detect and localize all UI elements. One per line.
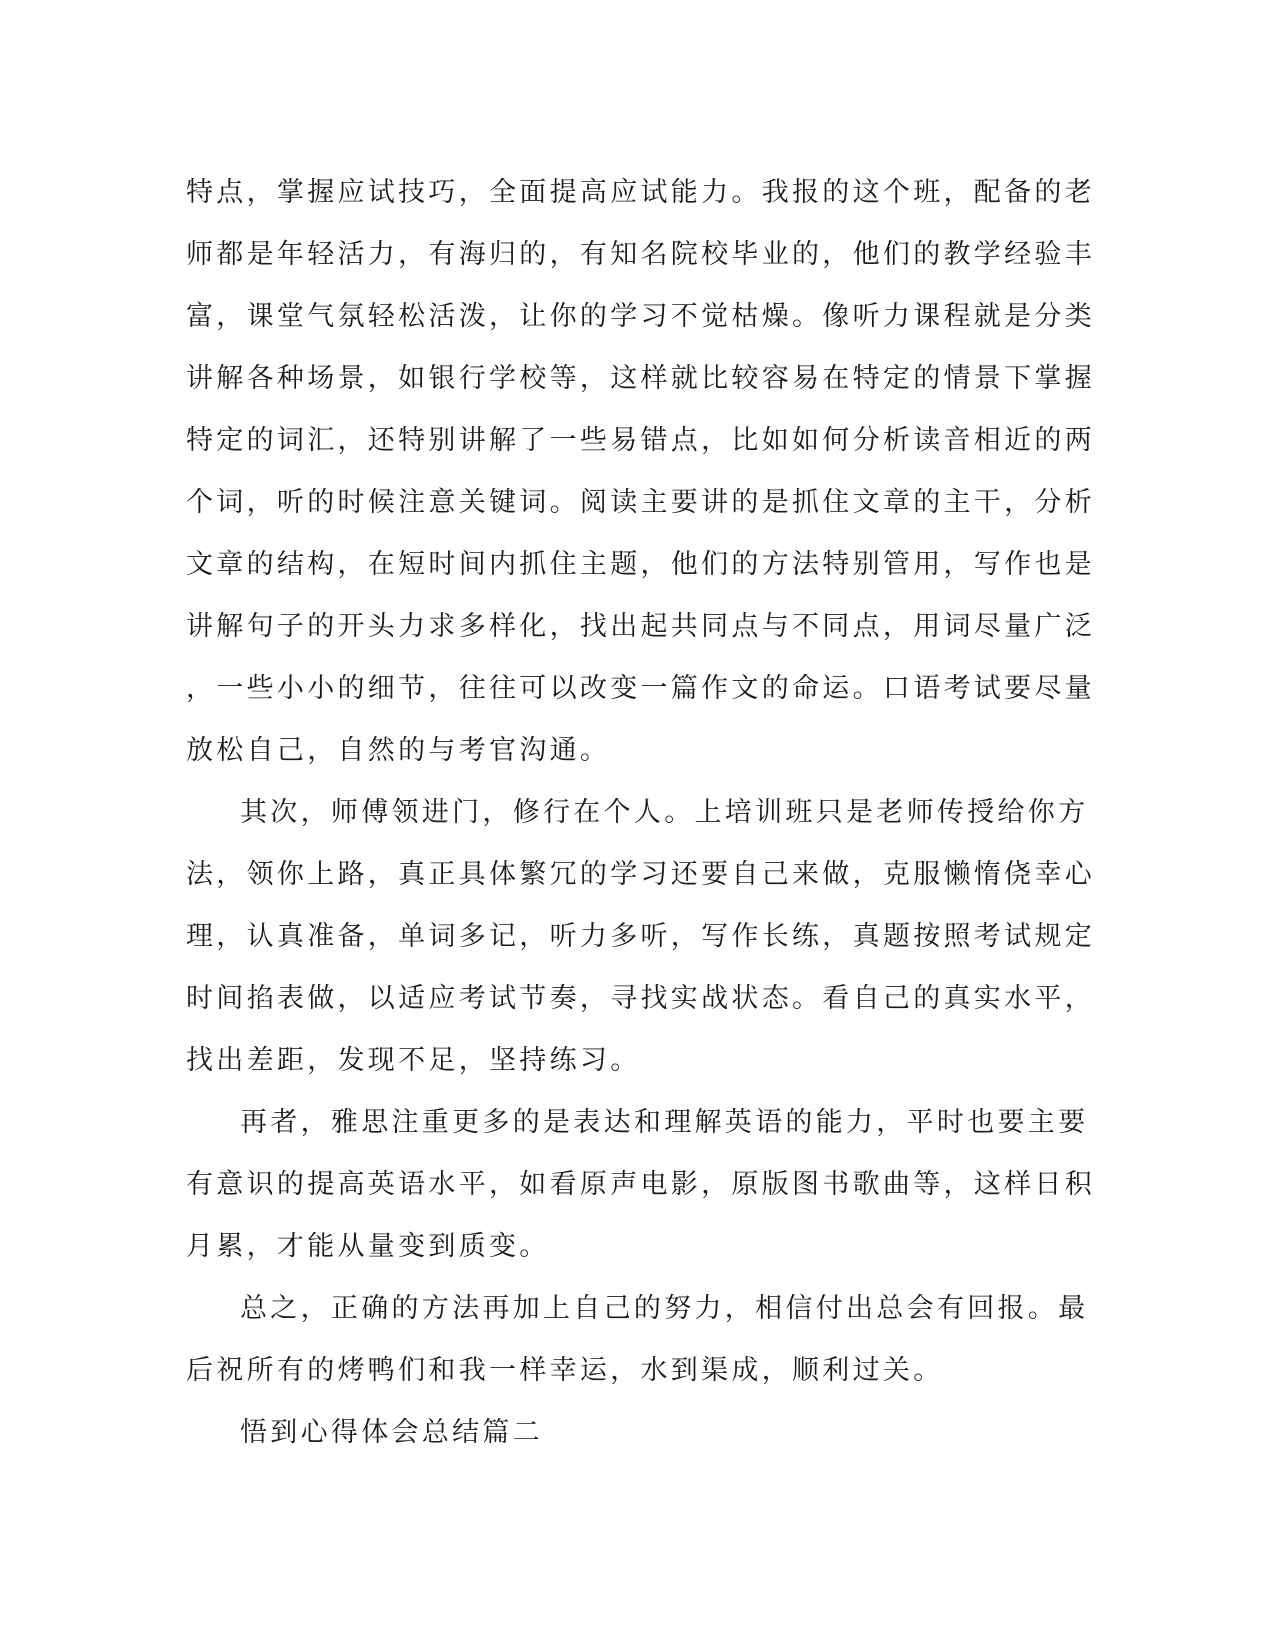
text-line: 个词，听的时候注意关键词。阅读主要讲的是抓住文章的主干，分析: [186, 487, 1095, 518]
paragraph-1: [186, 162, 1095, 782]
text-line: 师都是年轻活力，有海归的，有知名院校毕业的，他们的教学经验丰: [186, 239, 1095, 270]
text-line: 月累，才能从量变到质变。: [186, 1231, 550, 1262]
text-line: 特定的词汇，还特别讲解了一些易错点，比如如何分析读音相近的两: [186, 425, 1095, 456]
section-heading: [186, 1402, 1076, 1464]
paragraph-4: [186, 1278, 1089, 1402]
text-line: 找出差距，发现不足，坚持练习。: [186, 1045, 641, 1076]
text-line: 文章的结构，在短时间内抓住主题，他们的方法特别管用，写作也是: [186, 549, 1095, 580]
paragraph-2: [186, 782, 1095, 1092]
text-line: 后祝所有的烤鸭们和我一样幸运，水到渠成，顺利过关。: [186, 1355, 944, 1386]
text-line: 再者，雅思注重更多的是表达和理解英语的能力，平时也要主要: [240, 1107, 1089, 1138]
text-line: ，一些小小的细节，往往可以改变一篇作文的命运。口语考试要尽量: [186, 673, 1095, 704]
text-line: 讲解句子的开头力求多样化，找出起共同点与不同点，用词尽量广泛: [186, 611, 1095, 642]
text-line: 讲解各种场景，如银行学校等，这样就比较容易在特定的情景下掌握: [186, 363, 1095, 394]
text-line: 法，领你上路，真正具体繁冗的学习还要自己来做，克服懒惰侥幸心: [186, 859, 1095, 890]
text-line: 放松自己，自然的与考官沟通。: [186, 735, 611, 766]
text-line: 其次，师傅领进门，修行在个人。上培训班只是老师传授给你方: [240, 797, 1089, 828]
text-line: 有意识的提高英语水平，如看原声电影，原版图书歌曲等，这样日积: [186, 1169, 1095, 1200]
paragraph-3: [186, 1092, 1095, 1278]
text-line: 总之，正确的方法再加上自己的努力，相信付出总会有回报。最: [240, 1293, 1089, 1324]
text-line: 时间掐表做，以适应考试节奏，寻找实战状态。看自己的真实水平，: [186, 983, 1095, 1014]
text-line: 理，认真准备，单词多记，听力多听，写作长练，真题按照考试规定: [186, 921, 1095, 952]
document-body: [186, 162, 1095, 1464]
text-line: 富，课堂气氛轻松活泼，让你的学习不觉枯燥。像听力课程就是分类: [186, 301, 1095, 332]
text-line: 特点，掌握应试技巧，全面提高应试能力。我报的这个班，配备的老: [186, 177, 1095, 208]
text-line: 悟到心得体会总结篇二: [240, 1417, 543, 1448]
